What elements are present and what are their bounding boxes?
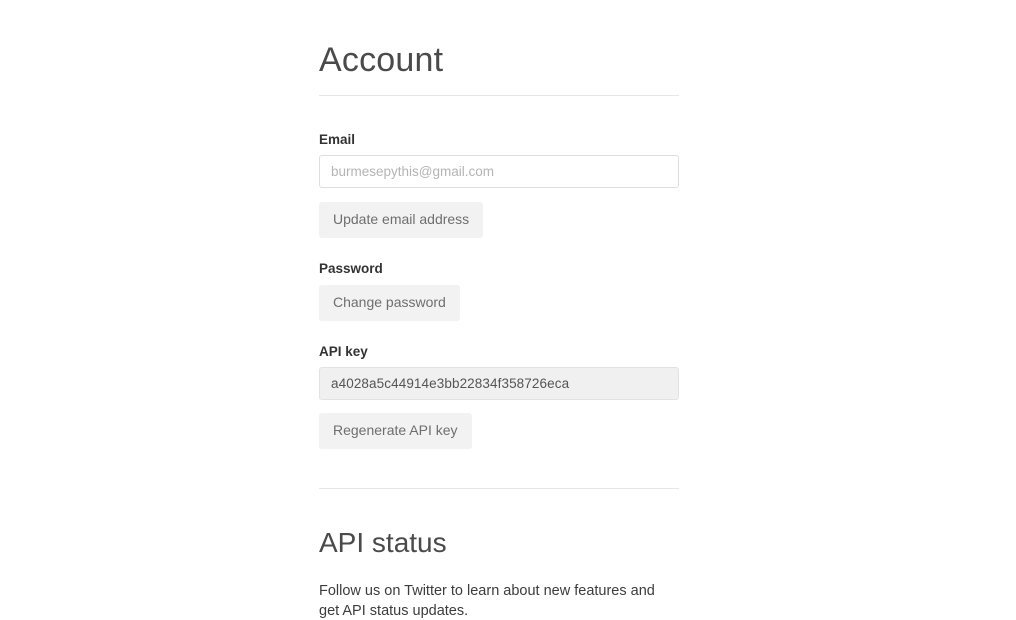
update-email-button[interactable]: Update email address xyxy=(319,202,483,238)
email-input[interactable] xyxy=(319,155,679,188)
password-label: Password xyxy=(319,261,383,276)
api-status-title: API status xyxy=(319,527,447,558)
api-key-label: API key xyxy=(319,344,368,359)
api-key-input[interactable] xyxy=(319,367,679,400)
change-password-button[interactable]: Change password xyxy=(319,285,460,321)
email-label: Email xyxy=(319,132,356,147)
api-status-body: Follow us on Twitter to learn about new features and get API status updates. xyxy=(319,583,655,619)
content-column xyxy=(319,0,679,620)
page-title: Account xyxy=(319,41,444,79)
regenerate-api-key-button[interactable]: Regenerate API key xyxy=(319,413,472,449)
